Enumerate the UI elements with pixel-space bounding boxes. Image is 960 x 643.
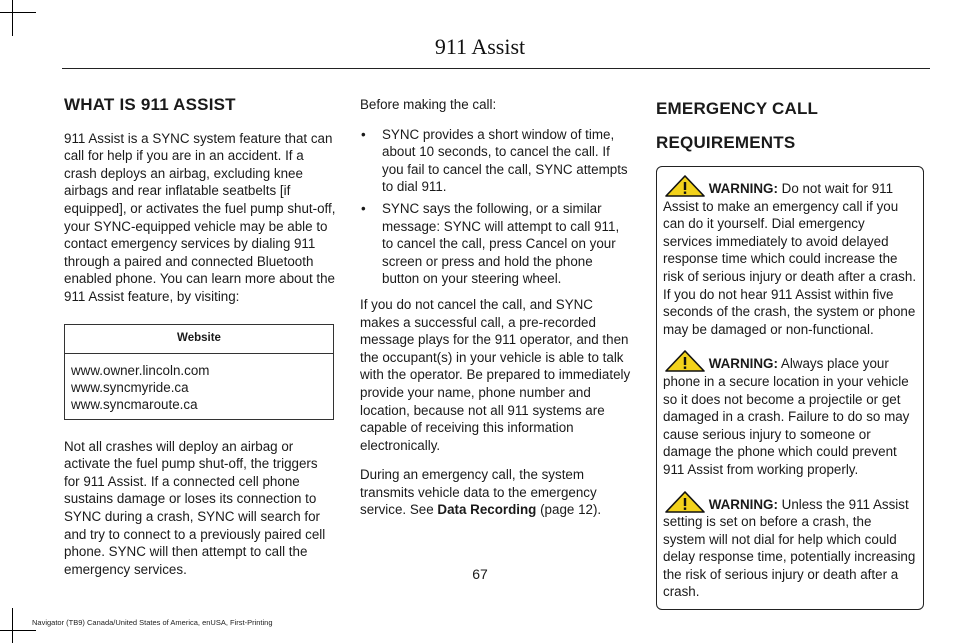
bullet-text: SYNC says the following, or a similar message: SYNC will attempt to call 911, to cancel the call, press Cancel on your screen or press and hold the phone button on your steering wheel.	[382, 200, 620, 287]
section-heading-emergency-call	[656, 98, 924, 120]
warning-text: Unless the 911 Assist setting is set on before a crash, the system will not dial for help which could delay response time, potentially increasing the risk of serious injury or death after a crash.	[663, 496, 916, 600]
data-recording-link[interactable]: Data Recording	[437, 502, 537, 518]
bullet-icon: •	[361, 126, 366, 142]
warning-label: WARNING:	[708, 181, 778, 196]
crop-mark-top-left-h	[0, 12, 36, 13]
warning-triangle-icon	[665, 175, 705, 197]
section-heading-what-is-911-assist: WHAT IS 911 ASSIST	[64, 95, 236, 114]
bullet-icon: •	[361, 200, 366, 216]
bullet-text: SYNC provides a short window of time, about 10 seconds, to cancel the call. If you fail to cancel the call, SYNC attempts to dial 911.	[382, 126, 628, 195]
crop-mark-bottom-left-h	[0, 630, 36, 631]
column-before-call	[360, 96, 632, 531]
header-rule	[62, 68, 930, 69]
data-transmission-paragraph	[360, 466, 632, 519]
website-table-header: Website	[65, 324, 334, 353]
crop-mark-bottom-left-v	[12, 608, 13, 643]
outro-paragraph: Not all crashes will deploy an airbag or activate the fuel pump shut-off, the triggers for 911 Assist. If a connected cell phone sustains damage or loses its connection to SYNC during a crash, SYNC will search for and try to connect to a previously paired cell phone. SYNC will then attempt to call the emergency services.	[64, 438, 326, 577]
warning-item	[663, 491, 917, 602]
warning-item	[663, 350, 917, 478]
before-call-list	[360, 126, 632, 288]
heading-line-2: REQUIREMENTS	[656, 133, 796, 152]
warning-item	[663, 175, 917, 338]
heading-line-1: EMERGENCY CALL	[656, 99, 819, 118]
column-emergency-call-requirements	[656, 98, 924, 610]
warning-text: Do not wait for 911 Assist to make an emergency call if you can do it yourself. Dial emergency services immediately to avoid delayed response time which could increase the risk of serious injury or death after a crash. If you do not hear 911 Assist within five seconds of the crash, the system or phone may be damaged or non-functional.	[663, 181, 917, 337]
column-what-is-911-assist	[64, 96, 336, 590]
warning-label: WARNING:	[708, 356, 778, 372]
page-reference: (page 12).	[536, 502, 602, 518]
list-item	[360, 200, 632, 288]
website-table	[64, 324, 334, 420]
warning-text: Always place your phone in a secure location in your vehicle so it does not become a projectile or get damaged in a crash. Failure to do so may cause serious injury to someone or damage the phone which could prevent 911 Assist from working properly.	[663, 356, 910, 477]
page-number: 67	[472, 566, 488, 582]
warning-label: WARNING:	[708, 496, 778, 512]
website-link-syncmaroute[interactable]: www.syncmaroute.ca	[71, 396, 198, 412]
intro-paragraph: 911 Assist is a SYNC system feature that can call for help if you are in an accident. If a crash deploys an airbag, excluding knee airbags and rear inflatable seatbelts [if equipped], or activates the fuel pump shut-off, your SYNC-equipped vehicle may be able to contact emergency services by dialing 911 through a paired and connected Bluetooth enabled phone. You can learn more about the 911 Assist feature, by visiting:	[64, 130, 336, 304]
website-link-owner-lincoln[interactable]: www.owner.lincoln.com	[71, 362, 210, 378]
successful-call-paragraph: If you do not cancel the call, and SYNC makes a successful call, a pre-recorded message plays for the 911 operator, and then the occupant(s) in your vehicle is able to talk with the operator. Be prepared to immediately provide your name, phone number and location, because not all 911 systems are capable of receiving this information electronically.	[360, 296, 631, 453]
website-link-syncmyride[interactable]: www.syncmyride.ca	[71, 379, 189, 395]
page-header-title: 911 Assist	[434, 34, 526, 59]
warning-triangle-icon	[665, 350, 705, 372]
publication-footer: Navigator (TB9) Canada/United States of America, enUSA, First-Printing	[32, 618, 273, 627]
crop-mark-top-left-v	[12, 0, 13, 36]
list-item	[360, 126, 632, 196]
warning-triangle-icon	[665, 491, 705, 513]
section-heading-requirements	[656, 132, 924, 154]
data-transmission-text: During an emergency call, the system transmits vehicle data to the emergency service. See	[360, 467, 597, 518]
website-table-cell	[65, 353, 334, 419]
warning-box	[656, 166, 924, 610]
before-call-lead: Before making the call:	[360, 97, 497, 112]
